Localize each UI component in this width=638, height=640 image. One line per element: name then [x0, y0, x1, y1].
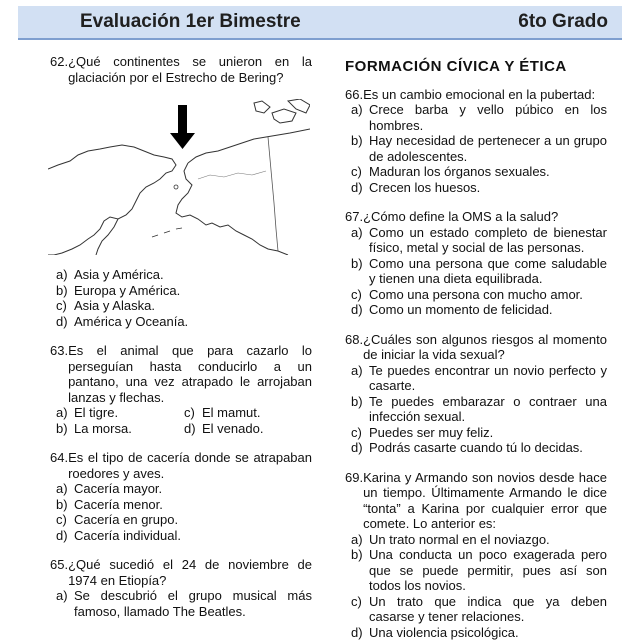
option-letter: a): [56, 588, 74, 619]
option-letter: a): [351, 363, 369, 394]
option-letter: d): [351, 440, 369, 456]
question-number: 65.: [50, 557, 68, 588]
option-b[interactable]: [345, 547, 607, 594]
option-letter: b): [351, 547, 369, 594]
question-64: [50, 450, 312, 543]
question-text: Es el animal que para cazarlo lo perseguían hasta conducirlo a un pantano, una vez atrapado le arrojaban lanzas y flechas.: [68, 343, 312, 405]
option-text: El mamut.: [202, 405, 312, 421]
question-number: 62.: [50, 54, 68, 85]
option-d[interactable]: [184, 421, 312, 437]
option-letter: c): [351, 287, 369, 303]
option-text: Te puedes embarazar o contraer una infección sexual.: [369, 394, 607, 425]
option-c[interactable]: [345, 425, 607, 441]
subject-heading: FORMACIÓN CÍVICA Y ÉTICA: [345, 59, 607, 75]
border-line: [268, 137, 278, 251]
option-b[interactable]: [50, 497, 312, 513]
option-text: El tigre.: [74, 405, 184, 421]
options-list: [345, 102, 607, 195]
option-c[interactable]: [184, 405, 312, 421]
option-d[interactable]: [50, 314, 312, 330]
option-letter: a): [56, 267, 74, 283]
options-list: [50, 405, 312, 436]
option-d[interactable]: [50, 528, 312, 544]
option-text: La morsa.: [74, 421, 184, 437]
options-list: [50, 588, 312, 619]
option-letter: c): [351, 594, 369, 625]
question-number: 69.: [345, 470, 363, 532]
option-text: El venado.: [202, 421, 312, 437]
option-a[interactable]: [345, 363, 607, 394]
option-letter: a): [56, 481, 74, 497]
option-letter: d): [56, 314, 74, 330]
option-text: Como una persona con mucho amor.: [369, 287, 607, 303]
option-b[interactable]: [345, 256, 607, 287]
options-list: [50, 267, 312, 329]
question-number: 63.: [50, 343, 68, 405]
river-line: [198, 171, 266, 179]
option-letter: d): [351, 625, 369, 640]
question-67: [345, 209, 607, 318]
option-b[interactable]: [50, 283, 312, 299]
option-text: Hay necesidad de pertenecer a un grupo de adolescentes.: [369, 133, 607, 164]
question-text: Es el tipo de cacería donde se atrapaban roedores y aves.: [68, 450, 312, 481]
option-c[interactable]: [345, 164, 607, 180]
question-text: ¿Cómo define la OMS a la salud?: [363, 209, 607, 225]
options-list: [345, 532, 607, 640]
option-letter: b): [351, 256, 369, 287]
option-b[interactable]: [56, 421, 184, 437]
question-66: [345, 87, 607, 196]
option-text: Cacería mayor.: [74, 481, 312, 497]
option-text: Como un momento de felicidad.: [369, 302, 607, 318]
alaska-outline: [188, 129, 310, 163]
option-letter: a): [351, 102, 369, 133]
option-a[interactable]: [345, 225, 607, 256]
question-text: ¿Cuáles son algunos riesgos al momento de iniciar la vida sexual?: [363, 332, 607, 363]
option-letter: c): [351, 425, 369, 441]
grade-label: 6to Grado: [518, 11, 608, 33]
option-c[interactable]: [345, 287, 607, 303]
option-text: Un trato que indica que ya deben casarse y tener relaciones.: [369, 594, 607, 625]
option-c[interactable]: [50, 512, 312, 528]
right-column: [345, 54, 607, 640]
option-text: Podrás casarte cuando tú lo decidas.: [369, 440, 607, 456]
option-text: Cacería en grupo.: [74, 512, 312, 528]
option-text: Como un estado completo de bienestar físico, metal y social de las personas.: [369, 225, 607, 256]
page-header: [18, 6, 622, 40]
option-letter: b): [56, 283, 74, 299]
option-text: Europa y América.: [74, 283, 312, 299]
left-column: [50, 54, 312, 619]
kamchatka-outline: [96, 219, 118, 255]
arctic-islands-outline: [254, 99, 310, 123]
options-list: [50, 481, 312, 543]
option-text: Puedes ser muy feliz.: [369, 425, 607, 441]
option-text: Cacería menor.: [74, 497, 312, 513]
question-63: [50, 343, 312, 436]
bering-strait-map: [48, 99, 310, 255]
option-d[interactable]: [345, 180, 607, 196]
option-text: Cacería individual.: [74, 528, 312, 544]
option-text: Te puedes encontrar un novio perfecto y casarte.: [369, 363, 607, 394]
option-a[interactable]: [50, 588, 312, 619]
option-a[interactable]: [50, 267, 312, 283]
option-d[interactable]: [345, 625, 607, 640]
aleutian-islands-outline: [152, 228, 182, 237]
question-text: Karina y Armando son novios desde hace un tiempo. Últimamente Armando le dice “tonta” a Karina por cualquier error que comete. Lo anterior es:: [363, 470, 607, 532]
island-mark: [174, 185, 178, 189]
question-number: 64.: [50, 450, 68, 481]
option-letter: c): [184, 405, 202, 421]
america-coast-outline: [176, 163, 288, 255]
option-letter: d): [56, 528, 74, 544]
option-text: América y Oceanía.: [74, 314, 312, 330]
option-letter: b): [56, 421, 74, 437]
option-text: Crece barba y vello púbico en los hombres.: [369, 102, 607, 133]
arrow-shaft: [178, 105, 187, 135]
option-letter: d): [351, 180, 369, 196]
question-number: 66.: [345, 87, 363, 103]
question-65: [50, 557, 312, 619]
question-62: [50, 54, 312, 329]
option-d[interactable]: [345, 302, 607, 318]
option-b[interactable]: [345, 133, 607, 164]
option-text: Asia y Alaska.: [74, 298, 312, 314]
option-letter: a): [351, 225, 369, 256]
option-text: Una violencia psicológica.: [369, 625, 607, 640]
option-a[interactable]: [345, 532, 607, 548]
option-text: Una conducta un poco exagerada pero que se puede permitir, pues así son todos los novios.: [369, 547, 607, 594]
option-a[interactable]: [56, 405, 184, 421]
option-text: Como una persona que come saludable y tienen una dieta equilibrada.: [369, 256, 607, 287]
question-69: [345, 470, 607, 640]
question-text: ¿Qué continentes se unieron en la glaciación por el Estrecho de Bering?: [68, 54, 312, 85]
option-text: Crecen los huesos.: [369, 180, 607, 196]
option-letter: b): [351, 133, 369, 164]
option-text: Se descubrió el grupo musical más famoso, llamado The Beatles.: [74, 588, 312, 619]
question-text: Es un cambio emocional en la pubertad:: [363, 87, 607, 103]
option-letter: a): [56, 405, 74, 421]
options-list: [345, 225, 607, 318]
question-text: ¿Qué sucedió el 24 de noviembre de 1974 en Etiopía?: [68, 557, 312, 588]
option-letter: d): [184, 421, 202, 437]
option-letter: d): [351, 302, 369, 318]
arrow-down-icon: [170, 133, 195, 149]
option-text: Un trato normal en el noviazgo.: [369, 532, 607, 548]
question-68: [345, 332, 607, 456]
option-c[interactable]: [50, 298, 312, 314]
option-letter: b): [351, 394, 369, 425]
option-letter: a): [351, 532, 369, 548]
option-letter: c): [56, 512, 74, 528]
question-number: 68.: [345, 332, 363, 363]
option-c[interactable]: [345, 594, 607, 625]
option-d[interactable]: [345, 440, 607, 456]
option-a[interactable]: [345, 102, 607, 133]
option-letter: c): [351, 164, 369, 180]
exam-title: Evaluación 1er Bimestre: [80, 11, 301, 33]
asia-outline: [48, 145, 176, 255]
question-number: 67.: [345, 209, 363, 225]
option-text: Maduran los órganos sexuales.: [369, 164, 607, 180]
option-text: Asia y América.: [74, 267, 312, 283]
option-a[interactable]: [50, 481, 312, 497]
options-list: [345, 363, 607, 456]
option-b[interactable]: [345, 394, 607, 425]
option-letter: b): [56, 497, 74, 513]
option-letter: c): [56, 298, 74, 314]
